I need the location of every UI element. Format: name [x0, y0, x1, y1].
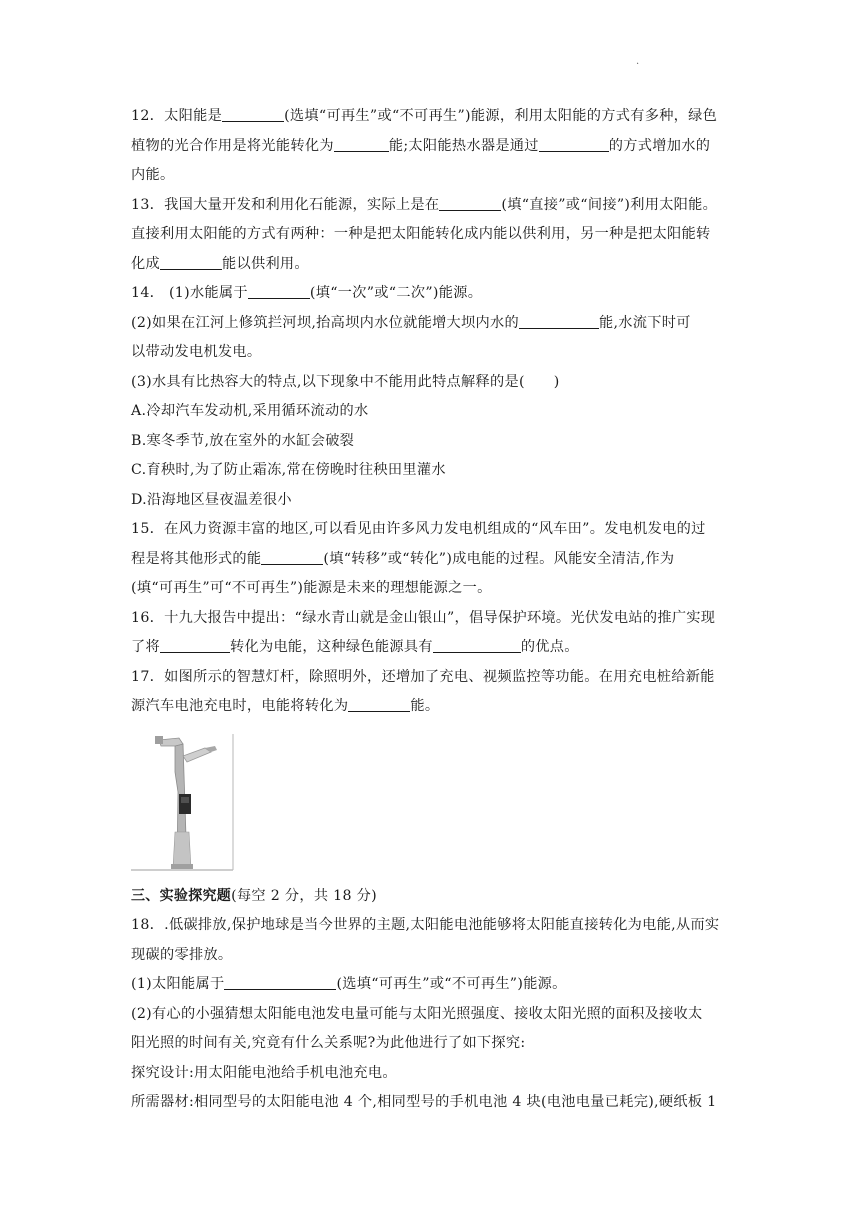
q14-option-c[interactable]: C.育秧时,为了防止霜冻,常在傍晚时往秧田里灌水 — [131, 462, 446, 478]
q12-blank-2[interactable] — [334, 135, 389, 152]
q12-text: (选填“可再生”或“不可再生”)能源，利用太阳能的方式有多种，绿色 — [284, 108, 718, 124]
q12-line-3: 内能。 — [131, 167, 175, 183]
q18-text: (选填“可再生”或“不可再生”)能源。 — [336, 976, 567, 992]
q15-line-2 — [131, 545, 741, 575]
smart-lamp-pole-figure — [131, 732, 235, 872]
q13-line-2: 直接利用太阳能的方式有两种：一种是把太阳能转化成内能以供利用，另一种是把太阳能转 — [131, 226, 711, 242]
q15-text: (填“转移”或“转化”)成电能的过程。风能安全清洁,作为 — [323, 550, 675, 567]
q14-blank-2[interactable] — [519, 312, 599, 329]
q12-text: 植物的光合作用是将光能转化为 — [131, 137, 334, 154]
q14-text: 14． (1)水能属于 — [131, 285, 248, 301]
q18-line-5: 阳光照的时间有关,究竟有什么关系呢?为此他进行了如下探究: — [131, 1035, 526, 1051]
q14-option-d[interactable]: D.沿海地区昼夜温差很小 — [131, 491, 292, 508]
q13-text: 化成 — [131, 255, 160, 272]
q14-line-4: (3)水具有比热容大的特点,以下现象中不能用此特点解释的是( ) — [131, 373, 560, 390]
q13-line-1 — [131, 191, 741, 221]
smart-lamp-pole-icon — [131, 732, 235, 872]
q13-blank-2[interactable] — [160, 253, 222, 270]
q16-line-2 — [131, 633, 741, 663]
q18-line-2: 现碳的零排放。 — [131, 946, 233, 963]
q13-blank-1[interactable] — [439, 194, 501, 211]
q12-text: 能;太阳能热水器是通过 — [388, 137, 539, 154]
q16-blank-1[interactable] — [160, 636, 230, 653]
q18-blank-1[interactable] — [224, 973, 336, 990]
q13-line-3 — [131, 250, 741, 280]
q15-blank-1[interactable] — [261, 548, 323, 565]
q13-text: (填“直接”或“间接”)利用太阳能。 — [501, 196, 718, 213]
question-page — [131, 102, 741, 1118]
q16-text: 转化为电能，这种绿色能源具有 — [229, 639, 433, 655]
q18-line-3 — [131, 970, 741, 1000]
q13-text: 13．我国大量开发和利用化石能源，实际上是在 — [131, 196, 440, 213]
q14-text: (2)如果在江河上修筑拦河坝,抬高坝内水位就能增大坝内水的 — [131, 314, 519, 331]
section-3-note: (每空 2 分，共 18 分) — [231, 887, 377, 904]
q14-line-1 — [131, 279, 741, 309]
q12-line-2 — [131, 132, 741, 162]
q13-text: 能以供利用。 — [221, 255, 309, 272]
q15-text: 程是将其他形式的能 — [131, 550, 262, 567]
q14-option-a[interactable]: A.冷却汽车发动机,采用循环流动的水 — [131, 403, 369, 419]
section-3-heading — [131, 882, 741, 912]
q18-line-6: 探究设计:用太阳能电池给手机电池充电。 — [131, 1064, 397, 1081]
q18-text: (1)太阳能属于 — [131, 976, 225, 992]
q14-option-b[interactable]: B.寒冬季节,放在室外的水缸会破裂 — [131, 432, 355, 449]
section-3-title: 三、实验探究题 — [131, 887, 232, 904]
q17-line-1: 17．如图所示的智慧灯杆，除照明外，还增加了充电、视频监控等功能。在用充电桩给新能 — [131, 668, 715, 685]
q18-line-7: 所需器材:相同型号的太阳能电池 4 个,相同型号的手机电池 4 块(电池电量已耗完),硬纸板 1 — [131, 1094, 717, 1110]
q12-line-1 — [131, 102, 741, 132]
q17-text: 能。 — [410, 698, 440, 714]
q18-line-4: (2)有心的小强猜想太阳能电池发电量可能与太阳光照强度、接收太阳光照的面积及接收太 — [131, 1005, 703, 1022]
q16-text: 的优点。 — [520, 639, 579, 655]
q14-blank-1[interactable] — [248, 282, 310, 299]
q16-text: 了将 — [131, 639, 160, 655]
q12-text: 12．太阳能是 — [131, 108, 223, 124]
q12-text: 的方式增加水的 — [608, 137, 711, 154]
q16-line-1: 16．十九大报告中提出：“绿水青山就是金山银山”，倡导保护环境。光伏发电站的推广实现 — [131, 609, 716, 626]
q17-line-2 — [131, 692, 741, 722]
q17-blank-1[interactable] — [348, 695, 410, 712]
q15-line-1: 15．在风力资源丰富的地区,可以看见由许多风力发电机组成的“风车田”。发电机发电的过 — [131, 521, 706, 537]
q14-text: (填“一次”或“二次”)能源。 — [309, 285, 483, 301]
q16-blank-2[interactable] — [433, 636, 521, 653]
q14-text: 能,水流下时可 — [599, 314, 691, 331]
q12-blank-1[interactable] — [222, 105, 284, 122]
q12-blank-3[interactable] — [539, 135, 609, 152]
q18-line-1: 18．.低碳排放,保护地球是当今世界的主题,太阳能电池能够将太阳能直接转化为电能,从而实 — [131, 917, 720, 933]
q15-line-3: (填“可再生”可“不可再生”)能源是未来的理想能源之一。 — [131, 580, 492, 596]
q14-line-2 — [131, 309, 741, 339]
page-marker-dot: . — [636, 56, 640, 67]
q14-line-3: 以带动发电机发电。 — [131, 344, 262, 360]
q17-text: 源汽车电池充电时，电能将转化为 — [131, 698, 349, 714]
